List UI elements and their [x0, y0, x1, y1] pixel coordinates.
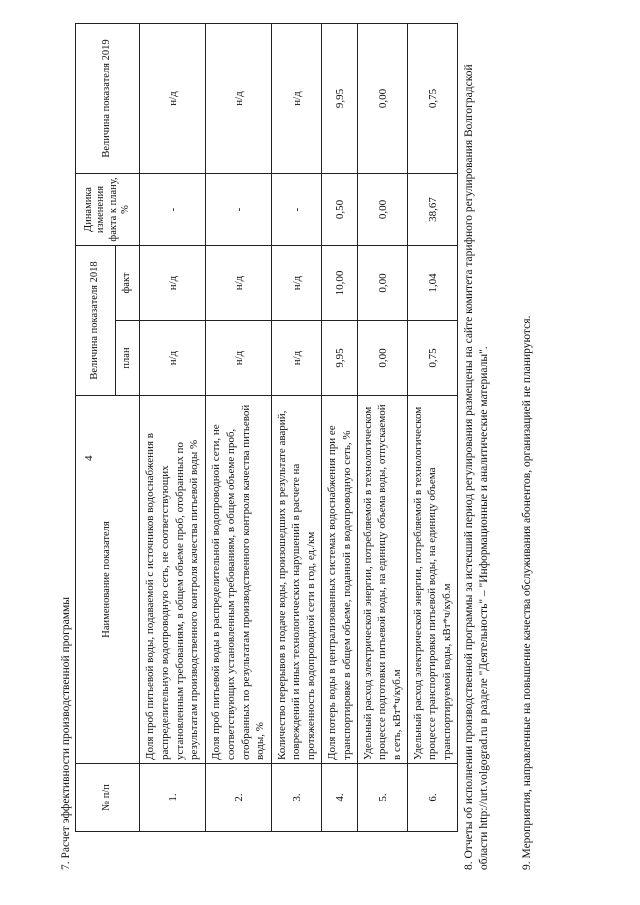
table-row [358, 24, 408, 832]
row-num: 5. [358, 764, 408, 832]
row-plan: н/д [272, 321, 322, 396]
row-num: 4. [322, 764, 358, 832]
row-value-2019: н/д [206, 24, 272, 174]
header-plan: план [116, 321, 140, 396]
table-row [206, 24, 272, 832]
header-num: № п/п [76, 764, 140, 832]
row-plan: 9,95 [322, 321, 358, 396]
row-plan: н/д [140, 321, 206, 396]
row-dynamics: 0,00 [358, 174, 408, 246]
header-name: Наименование показателя [76, 396, 140, 764]
row-dynamics: 0,50 [322, 174, 358, 246]
row-dynamics: 38,67 [408, 174, 458, 246]
row-num: 1. [140, 764, 206, 832]
header-dynamics: Динамика изменения факта к плану, % [76, 174, 140, 246]
row-num: 2. [206, 764, 272, 832]
row-value-2019: 0,75 [408, 24, 458, 174]
table-row [408, 24, 458, 832]
header-fact: факт [116, 246, 140, 321]
table-row [140, 24, 206, 832]
row-num: 3. [272, 764, 322, 832]
table-row [322, 24, 358, 832]
row-name: Удельный расход электрической энергии, потребляемой в технологическом процессе транспортировки питьевой воды, на единицу объема транспортируемой воды, кВт*ч/куб.м [408, 396, 458, 764]
row-fact: 10,00 [322, 246, 358, 321]
row-num: 6. [408, 764, 458, 832]
row-plan: 0,75 [408, 321, 458, 396]
row-name: Количество перерывов в подаче воды, произошедших в результате аварий, повреждений и иных технологических нарушений в расчете на протяженность водопроводной сети в год, ед./км [272, 396, 322, 764]
row-name: Удельный расход электрической энергии, потребляемой в технологическом процессе подготовки питьевой воды, на единицу объема воды, отпускаемой в сеть, кВт*ч/куб.м [358, 396, 408, 764]
table-row [272, 24, 322, 832]
row-value-2019: 0,00 [358, 24, 408, 174]
row-name: Доля проб питьевой воды, подаваемой с источников водоснабжения в распределительную водопроводную сеть, не соответствующих установленным требованиям, в общем объеме проб, отобранных по результатам производственного контроля качества питьевой воды % [140, 396, 206, 764]
row-name: Доля проб питьевой воды в распределительной водопроводной сети, не соответствующих установленным требованиям, в общем объеме проб, отобранных по результатам производственного контроля качества питьевой воды, % [206, 396, 272, 764]
row-dynamics: - [206, 174, 272, 246]
header-value-2018: Величина показателя 2018 [76, 246, 116, 396]
row-fact: 0,00 [358, 246, 408, 321]
section-title: 7. Расчет эффективности производственной программы [60, 596, 72, 870]
note-9-measures: 9. Мероприятия, направленные на повышение качества обслуживания абонентов, организацией не планируются. [521, 315, 533, 870]
row-plan: 0,00 [358, 321, 408, 396]
row-value-2019: н/д [140, 24, 206, 174]
row-dynamics: - [272, 174, 322, 246]
row-plan: н/д [206, 321, 272, 396]
table-header-row [76, 24, 116, 832]
row-value-2019: н/д [272, 24, 322, 174]
efficiency-table [75, 23, 458, 832]
page-number: 4 [83, 455, 95, 461]
row-dynamics: - [140, 174, 206, 246]
row-fact: 1,04 [408, 246, 458, 321]
note-8-reports: 8. Отчеты об исполнении производственной программы за истекший период регулирования размещены на сайте комитета тарифного регулирования Волгоградской области http://urt.volgograd.ru в разделе "Деятельность" – "Информационные и аналитические материалы". [463, 64, 490, 870]
header-value-2019: Величина показателя 2019 [76, 24, 140, 174]
row-name: Доля потерь воды в централизованных системах водоснабжения при ее транспортировке в общем объеме, поданной в водопроводную сеть, % [322, 396, 358, 764]
row-fact: н/д [140, 246, 206, 321]
row-fact: н/д [272, 246, 322, 321]
row-value-2019: 9,95 [322, 24, 358, 174]
row-fact: н/д [206, 246, 272, 321]
